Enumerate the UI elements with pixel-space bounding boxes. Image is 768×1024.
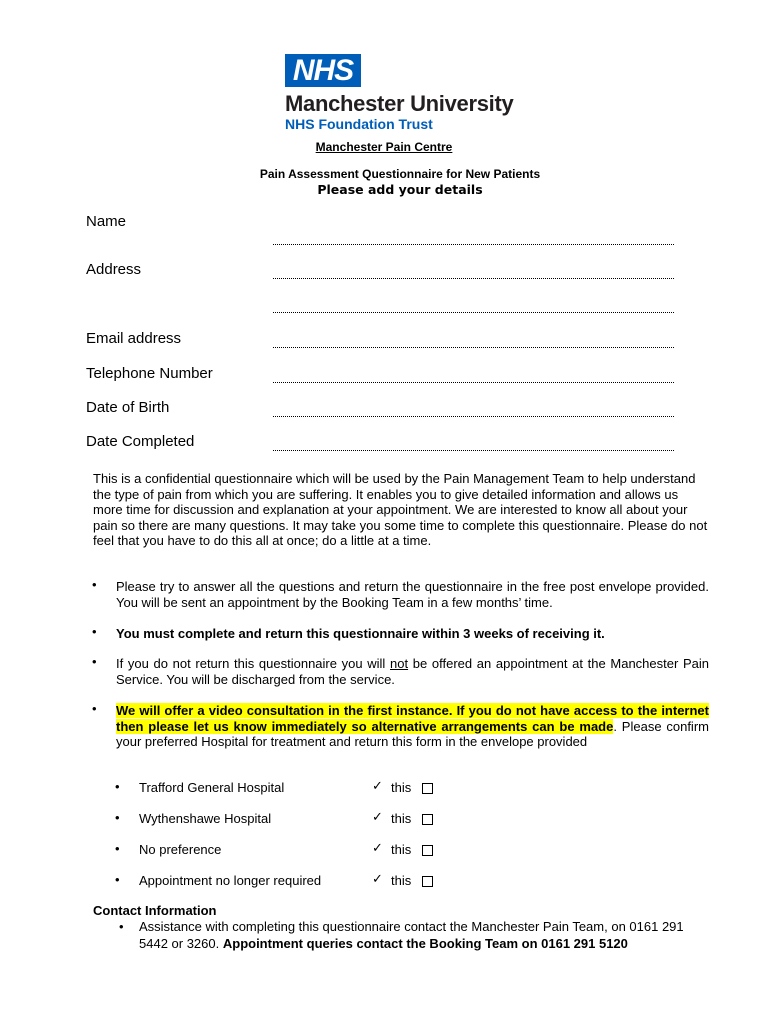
nhs-logo: NHS	[285, 54, 361, 87]
bullet-3-post: be offered an appointment at the Manchester Pain Service. You will be discharged from the service.	[116, 656, 709, 687]
contact-text	[139, 918, 714, 952]
tick-icon: ✓	[372, 810, 383, 825]
name-label: Name	[86, 213, 127, 230]
hospital-2-dot: •	[115, 810, 120, 825]
booking-team-contact: Appointment queries contact the Booking Team on 0161 291 5120	[222, 936, 628, 951]
hospital-1-dot: •	[115, 779, 120, 794]
contact-bullet-dot: •	[119, 919, 124, 934]
bullet-1-text: Please try to answer all the questions and return the questionnaire in the free post envelope provided. You will be sent an appointment by the Booking Team in a few months’ time.	[116, 579, 709, 610]
hospital-3-this: this	[391, 842, 412, 857]
intro-paragraph: This is a confidential questionnaire which will be used by the Pain Management Team to help understand the type of pain from which you are suffering. It enables you to give detailed information and allows us more time for discussion and explanation at your appointment. We are interested to know all about your pain so there are many questions. It may take you some time to complete this questionnaire. Please do not feel that you have to do this all at once; do a little at a time.	[93, 471, 708, 548]
centre-title: Manchester Pain Centre	[315, 140, 453, 154]
hospital-2-checkbox[interactable]	[422, 814, 433, 825]
hospital-1-checkbox[interactable]	[422, 783, 433, 794]
contact-assistance: Assistance with completing this questionnaire contact the Manchester Pain Team, on 0161 291 5442 or 3260.	[139, 919, 684, 951]
email-label: Email address	[86, 330, 182, 347]
bullet-4-dot: •	[92, 701, 97, 716]
dob-label: Date of Birth	[86, 399, 170, 416]
hospital-1-label: Trafford General Hospital	[139, 780, 285, 795]
bullet-3-dot: •	[92, 654, 97, 669]
contact-heading: Contact Information	[93, 903, 217, 918]
date-completed-field[interactable]	[273, 450, 674, 451]
hospital-2-label: Wythenshawe Hospital	[139, 811, 272, 826]
video-consultation-notice: We will offer a video consultation in the first instance. If you do not have access to the internet then please let us know immediately so alternative arrangements can be made	[116, 703, 709, 734]
hospital-3-dot: •	[115, 841, 120, 856]
bullet-3-pre: If you do not return this questionnaire you will	[116, 656, 390, 671]
address-label: Address	[86, 261, 142, 278]
tick-icon: ✓	[372, 872, 383, 887]
bullet-3-not: not	[390, 656, 409, 671]
trust-name: NHS Foundation Trust	[285, 116, 433, 132]
bullet-2-text: You must complete and return this questionnaire within 3 weeks of receiving it.	[116, 626, 605, 641]
date-completed-label: Date Completed	[86, 433, 195, 450]
questionnaire-subtitle: Please add your details	[317, 182, 483, 197]
tick-icon: ✓	[372, 779, 383, 794]
hospital-4-checkbox[interactable]	[422, 876, 433, 887]
telephone-label: Telephone Number	[86, 365, 213, 382]
name-field[interactable]	[273, 244, 674, 245]
dob-field[interactable]	[273, 416, 674, 417]
bullet-2-dot: •	[92, 624, 97, 639]
university-name: Manchester University	[285, 91, 514, 116]
address-field-line-1[interactable]	[273, 278, 674, 279]
bullet-4-rest: Please confirm your preferred Hospital for treatment and return this form in the envelope provided	[116, 718, 709, 749]
hospital-2-this: this	[391, 811, 412, 826]
tick-icon: ✓	[372, 841, 383, 856]
bullet-1-dot: •	[92, 577, 97, 592]
bullet-4-dot-end: .	[613, 718, 617, 734]
hospital-4-label: Appointment no longer required	[139, 873, 322, 888]
bullet-4-text	[116, 703, 709, 750]
address-field-line-2[interactable]	[273, 312, 674, 313]
bullet-3-text	[116, 656, 709, 687]
hospital-3-checkbox[interactable]	[422, 845, 433, 856]
hospital-1-this: this	[391, 780, 412, 795]
questionnaire-title: Pain Assessment Questionnaire for New Patients	[259, 167, 541, 181]
hospital-3-label: No preference	[139, 842, 222, 857]
hospital-4-dot: •	[115, 872, 120, 887]
telephone-field[interactable]	[273, 382, 674, 383]
hospital-4-this: this	[391, 873, 412, 888]
email-field[interactable]	[273, 347, 674, 348]
